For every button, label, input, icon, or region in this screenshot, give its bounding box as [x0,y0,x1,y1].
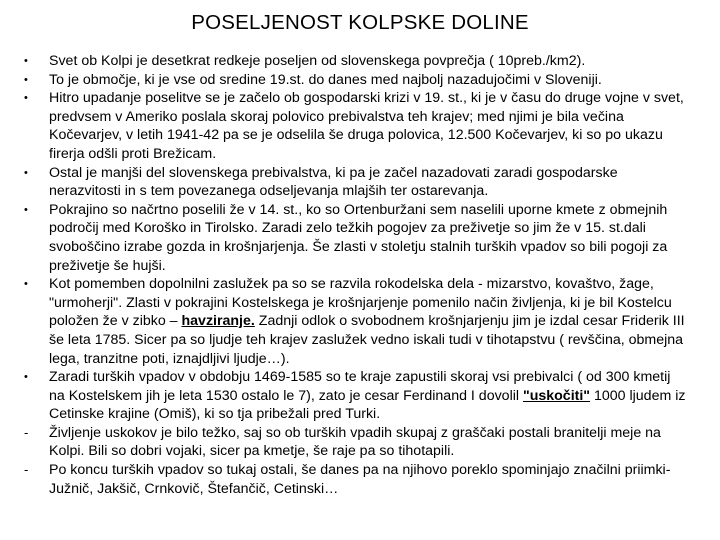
text-segment: Kot pomemben dopolnilni zaslužek pa so se razvila rokodelska dela - mizarstvo, kovaštvo, žage, "urmoherji". Zlasti v pokrajini Kostelskega je krošnjarjenje pomenilo način življenja, ki je bil Kostelcu položen že v zibko – [49,276,672,330]
slide-title: POSELJENOST KOLPSKE DOLINE [191,11,529,34]
bullet-marker: • [24,92,28,105]
list-item [0,52,689,71]
bullet-marker: • [24,166,28,179]
list-item-text: Hitro upadanje poselitve se je začelo ob gospodarski krizi v 19. st., ki je v času do druge vojne v svet, predvsem v Ameriko poslala skoraj polovico prebivalstva teh krajev; med njimi je bila večina Kočevarjev, v letih 1941-42 pa se je odselila še druga polovica, 12.500 Kočevarjev, ki so po ukazu firerja odšli proti Brežicam. [49,90,684,162]
list-item [0,71,689,90]
bullet-marker: • [24,278,28,291]
bullet-list [0,52,720,498]
list-item [0,201,689,275]
bullet-marker: • [24,55,28,67]
dash-marker: - [24,424,29,440]
emphasized-term: "uskočiti" [522,387,591,404]
list-item [0,461,689,498]
emphasized-term: havziranje. [181,313,255,330]
text-segment: 1000 ljudem iz Cetinske krajine (Omiš), ki so tja pribežali pred Turki. [49,387,686,423]
list-item-text: Pokrajino so načrtno poselili že v 14. st., ko so Ortenburžani sem naselili uporne kmete z obmejnih področij med Koroško in Tirolsko. Zaradi zelo težkih pogojev za preživetje so jim že v 15. st.dali svoboščino izrabe gozda in krošnjarjenja. Še zlasti v stoletju stalnih turških vpadov so bili pogoji za preživetje še hujši. [49,201,668,274]
list-item-text: Življenje uskokov je bilo težko, saj so ob turških vpadih skupaj z graščaki postali branitelji meje na Kolpi. Bili so dobri vojaki, sicer pa kmetje, še raje pa so tihotapili. [49,424,661,460]
list-item [0,275,689,368]
list-item [0,89,689,163]
bullet-marker: • [24,371,28,384]
list-item-text: Ostal je manjši del slovenskega prebivalstva, ki pa je začel nazadovati zaradi gospodarske nerazvitosti in s tem povezanega odseljevanja mlajših ter ostarevanja. [49,164,618,200]
list-item [0,368,689,424]
list-item-text: Po koncu turških vpadov so tukaj ostali, še danes pa na njihovo poreklo spominjajo značilni priimki- Južnič, Jakšič, Crnkovič, Štefančič, Cetinski… [49,462,671,497]
list-item-text [49,368,689,424]
list-item [0,424,689,461]
list-item-text: Svet ob Kolpi je desetkrat redkeje poseljen od slovenskega povprečja ( 10preb./km2). [49,53,586,69]
text-segment: Zadnji odlok o svobodnem krošnjarjenju jim je izdal cesar Friderik III še leta 1785. Sicer pa so ljudje teh krajev zaslužek vedno iskali tudi v tihotapstvu ( revščina, obmejna lega, tranzitne poti, iznajdljivi ljudje…). [49,313,685,367]
list-item-text [49,275,689,368]
bullet-marker: • [24,73,28,86]
list-item [0,164,689,201]
text-segment: Zaradi turških vpadov v obdobju 1469-1585 so te kraje zapustili skoraj vsi prebivalci ( od 300 kmetij na Kostelskem jih je leta 1530 ostalo le 7), zato je cesar Ferdinand I dovolil [49,369,671,404]
bullet-marker: • [24,203,28,216]
list-item-text: To je območje, ki je vse od sredine 19.st. do danes med najbolj nazadujočimi v Sloveniji. [49,71,602,88]
dash-marker: - [24,462,29,478]
